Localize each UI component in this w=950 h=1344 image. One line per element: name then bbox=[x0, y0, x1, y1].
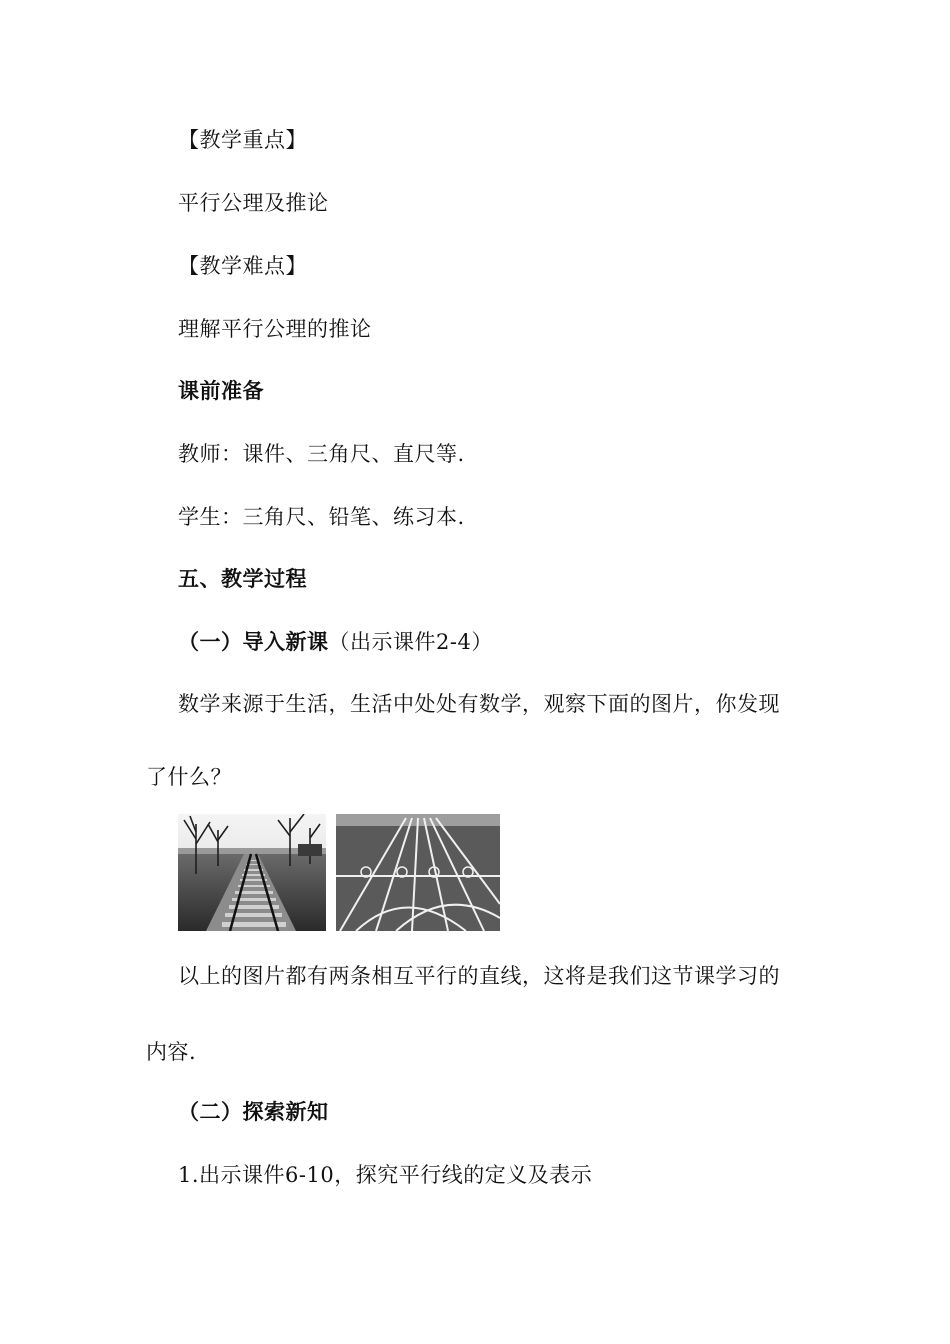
conclusion-paragraph-line1: 以上的图片都有两条相互平行的直线，这将是我们这节课学习的 bbox=[178, 964, 780, 988]
intro-paragraph-line1: 数学来源于生活，生活中处处有数学，观察下面的图片，你发现 bbox=[178, 692, 780, 716]
heading-teaching-focus: 【教学重点】 bbox=[178, 128, 307, 152]
heading-preparation: 课前准备 bbox=[178, 378, 264, 403]
subsection-explore: （二）探索新知 bbox=[178, 1099, 329, 1124]
conclusion-paragraph-line2: 内容. bbox=[146, 1040, 197, 1064]
teacher-materials: 教师：课件、三角尺、直尺等. bbox=[178, 442, 465, 466]
heading-teaching-difficulty: 【教学难点】 bbox=[178, 254, 307, 278]
step-1-text: 1.出示课件6-10，探究平行线的定义及表示 bbox=[178, 1163, 593, 1187]
teaching-focus-text: 平行公理及推论 bbox=[178, 191, 329, 215]
teaching-difficulty-text: 理解平行公理的推论 bbox=[178, 317, 372, 341]
heading-teaching-process: 五、教学过程 bbox=[178, 566, 307, 591]
student-materials: 学生：三角尺、铅笔、练习本. bbox=[178, 505, 465, 529]
railway-photo bbox=[178, 814, 326, 931]
subsection-introduction-title: （一）导入新课 bbox=[178, 629, 329, 654]
subsection-introduction-note: （出示课件2-4） bbox=[328, 630, 493, 654]
subsection-introduction bbox=[178, 627, 493, 657]
intro-paragraph-line2: 了什么？ bbox=[146, 765, 232, 789]
running-track-photo bbox=[336, 814, 500, 931]
